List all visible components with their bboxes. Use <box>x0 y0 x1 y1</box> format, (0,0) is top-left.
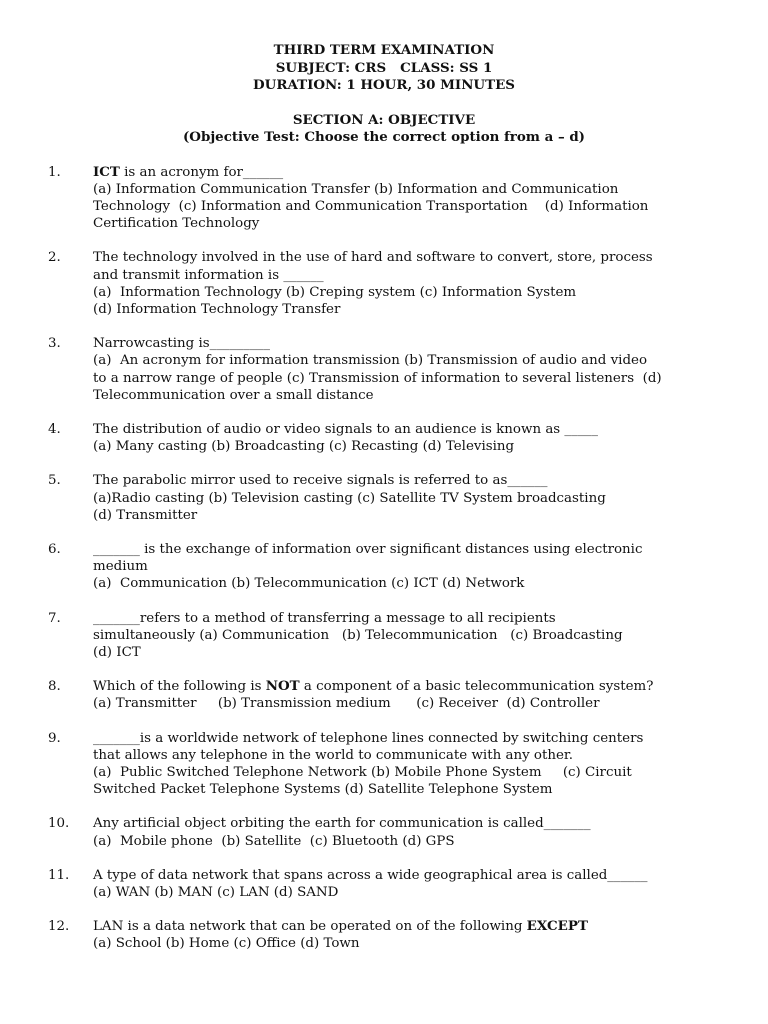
question-line <box>93 610 720 627</box>
question-text: Technology (c) Information and Communication Transportation (d) Information <box>93 198 649 214</box>
question-line <box>93 918 720 935</box>
question-line <box>93 833 720 850</box>
question-item <box>48 541 720 593</box>
question-line <box>93 387 720 404</box>
question-line <box>93 215 720 232</box>
question-text: (d) ICT <box>93 644 141 660</box>
question-number: 11. <box>48 867 70 883</box>
question-text: Any artificial object orbiting the earth for communication is called_______ <box>93 816 591 832</box>
question-text: _______ is the exchange of information over significant distances using electronic <box>93 541 643 557</box>
emphasis-text: EXCEPT <box>526 918 588 935</box>
question-item <box>48 867 720 901</box>
question-line <box>93 352 720 369</box>
exam-duration: DURATION: 1 HOUR, 30 MINUTES <box>253 77 515 93</box>
question-text: (a) Information Communication Transfer (b) Information and Communication <box>93 181 619 197</box>
question-line <box>93 507 720 524</box>
question-text: (a) Information Technology (b) Creping system (c) Information System <box>93 284 577 300</box>
question-item <box>48 730 720 799</box>
section-title: SECTION A: OBJECTIVE <box>292 111 476 128</box>
question-line <box>93 815 720 832</box>
question-line <box>93 164 720 181</box>
question-text: (d) Transmitter <box>93 507 198 523</box>
question-number: 7. <box>48 610 61 626</box>
emphasis-text: ICT <box>93 163 120 180</box>
question-line <box>93 678 720 695</box>
question-text: The technology involved in the use of hard and software to convert, store, process <box>93 250 653 266</box>
question-number: 4. <box>48 421 61 437</box>
question-number: 12. <box>48 919 70 935</box>
question-number: 10. <box>48 816 70 832</box>
question-line <box>93 644 720 661</box>
question-text: (a) Transmitter (b) Transmission medium (c) Receiver (d) Controller <box>93 696 600 712</box>
question-number: 2. <box>48 250 61 266</box>
question-list <box>48 164 720 953</box>
question-number: 1. <box>48 164 61 180</box>
question-text: simultaneously (a) Communication (b) Telecommunication (c) Broadcasting <box>93 627 623 643</box>
question-text: The parabolic mirror used to receive signals is referred to as______ <box>93 473 548 489</box>
question-line <box>93 301 720 318</box>
question-text: (a)Radio casting (b) Television casting (c) Satellite TV System broadcasting <box>93 490 606 506</box>
question-line <box>93 627 720 644</box>
question-item <box>48 610 720 662</box>
question-text: LAN is a data network that can be operated on of the following <box>93 919 527 935</box>
question-line <box>93 575 720 592</box>
question-line <box>93 421 720 438</box>
question-line <box>93 781 720 798</box>
question-line <box>93 558 720 575</box>
question-text: (a) School (b) Home (c) Office (d) Town <box>93 936 360 952</box>
exam-class: CLASS: SS 1 <box>400 59 493 76</box>
question-text: A type of data network that spans across a wide geographical area is called______ <box>93 867 648 883</box>
question-text: (d) Information Technology Transfer <box>93 301 341 317</box>
question-item <box>48 918 720 952</box>
question-text: (a) WAN (b) MAN (c) LAN (d) SAND <box>93 885 339 900</box>
section-instruction: (Objective Test: Choose the correct option from a – d) <box>182 129 586 145</box>
question-line <box>93 438 720 455</box>
question-text: Which of the following is <box>93 679 266 695</box>
question-line <box>93 181 720 198</box>
question-text: and transmit information is ______ <box>93 267 324 283</box>
question-text: (a) Public Switched Telephone Network (b) Mobile Phone System (c) Circuit <box>93 764 632 780</box>
question-text: _______refers to a method of transferring a message to all recipients <box>93 610 556 626</box>
question-text: a component of a basic telecommunication system? <box>299 679 654 695</box>
exam-header <box>48 42 720 95</box>
question-text: (a) Mobile phone (b) Satellite (c) Bluetooth (d) GPS <box>93 833 455 849</box>
question-line <box>93 541 720 558</box>
question-text: Certification Technology <box>93 216 260 232</box>
question-line <box>93 730 720 747</box>
question-line <box>93 472 720 489</box>
question-text: The distribution of audio or video signals to an audience is known as _____ <box>93 421 598 437</box>
question-text: _______is a worldwide network of telephone lines connected by switching centers <box>93 730 644 746</box>
question-line <box>93 284 720 301</box>
question-line <box>93 370 720 387</box>
emphasis-text: NOT <box>265 678 300 695</box>
section-header <box>48 112 720 147</box>
question-item <box>48 335 720 404</box>
question-item <box>48 249 720 318</box>
question-number: 9. <box>48 730 61 746</box>
question-text: (a) Many casting (b) Broadcasting (c) Recasting (d) Televising <box>93 439 515 455</box>
question-line <box>93 267 720 284</box>
question-line <box>93 764 720 781</box>
exam-title: THIRD TERM EXAMINATION <box>273 42 495 58</box>
question-item <box>48 815 720 849</box>
question-text: (a) Communication (b) Telecommunication (c) ICT (d) Network <box>93 576 525 592</box>
question-item <box>48 164 720 233</box>
question-item <box>48 678 720 712</box>
question-text: (a) An acronym for information transmission (b) Transmission of audio and video <box>93 353 648 369</box>
question-text: Narrowcasting is_________ <box>93 336 270 352</box>
question-line <box>93 747 720 764</box>
question-line <box>93 490 720 507</box>
question-number: 6. <box>48 541 61 557</box>
question-item <box>48 421 720 455</box>
question-number: 3. <box>48 336 61 352</box>
question-text: Telecommunication over a small distance <box>93 387 374 403</box>
question-line <box>93 935 720 952</box>
question-line <box>93 884 720 901</box>
question-text: is an acronym for______ <box>119 164 284 180</box>
question-number: 8. <box>48 679 61 695</box>
question-text: that allows any telephone in the world to communicate with any other. <box>93 747 574 763</box>
question-text: Switched Packet Telephone Systems (d) Satellite Telephone System <box>93 782 553 798</box>
question-number: 5. <box>48 473 61 489</box>
question-line <box>93 867 720 884</box>
question-line <box>93 249 720 266</box>
question-line <box>93 198 720 215</box>
subject-class-line <box>48 60 720 78</box>
question-line <box>93 695 720 712</box>
question-line <box>93 335 720 352</box>
question-text: medium <box>93 559 148 575</box>
question-text: to a narrow range of people (c) Transmission of information to several listeners (d) <box>93 370 662 386</box>
question-item <box>48 472 720 524</box>
exam-subject: SUBJECT: CRS <box>275 59 387 76</box>
